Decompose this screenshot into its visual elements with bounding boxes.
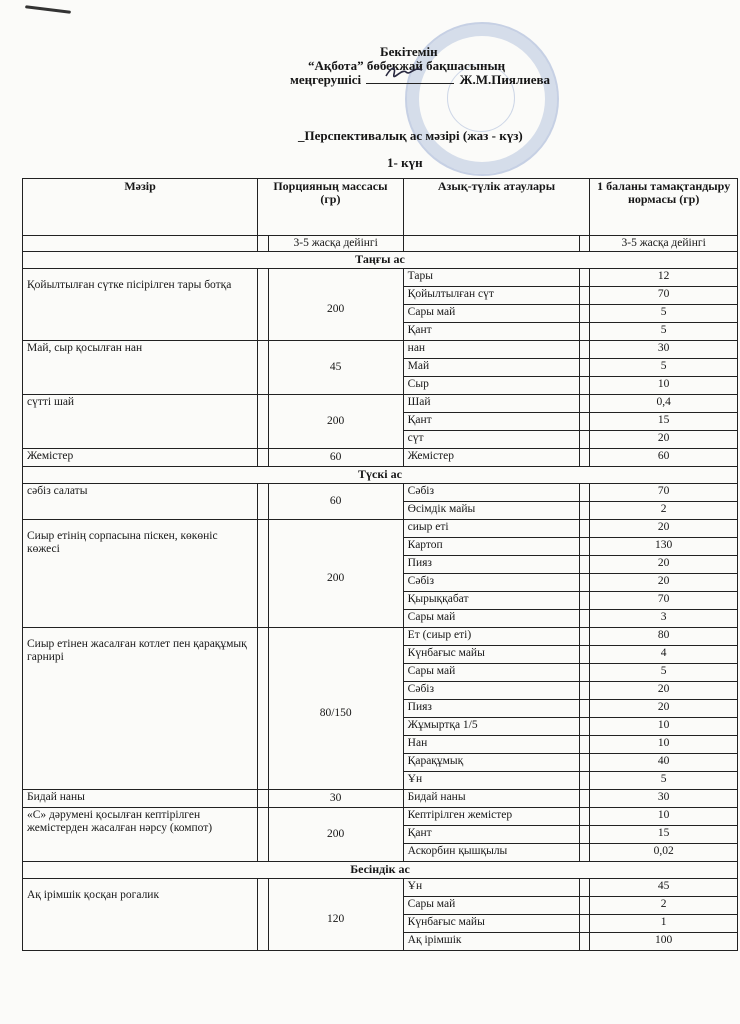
column-spacer [579,897,590,915]
ingredient-name: Қырыққабат [403,592,579,610]
column-spacer [579,538,590,556]
ingredient-name: Қант [403,413,579,431]
ingredient-norm: 130 [590,538,738,556]
dish-name: Май, сыр қосылған нан [23,341,258,395]
column-spacer [258,449,269,467]
dish-name: Қойылтылған сүтке пісірілген тары ботқа [23,269,258,341]
ingredient-name: Сәбіз [403,484,579,502]
ingredient-norm: 70 [590,287,738,305]
ingredient-norm: 45 [590,879,738,897]
column-spacer [579,574,590,592]
age-portion: 3-5 жасқа дейінгі [268,236,403,252]
portion-weight: 80/150 [268,628,403,790]
column-spacer [579,790,590,808]
column-spacer [579,323,590,341]
table-header-row [23,179,738,236]
ingredient-name: Қант [403,323,579,341]
dish-name: Бидай наны [23,790,258,808]
ingredient-norm: 20 [590,431,738,449]
section-row [23,467,738,484]
column-spacer [579,772,590,790]
column-spacer [579,305,590,323]
ingredient-name: Күнбағыс майы [403,915,579,933]
ingredient-norm: 10 [590,736,738,754]
dish-name: Жемістер [23,449,258,467]
dish-name: сүтті шай [23,395,258,449]
signatory-name: Ж.М.Пиялиева [459,72,550,87]
signature [366,72,454,84]
column-spacer [579,395,590,413]
ingredient-norm: 40 [590,754,738,772]
column-spacer [579,287,590,305]
ingredient-name: Жұмыртқа 1/5 [403,718,579,736]
ingredient-norm: 0,4 [590,395,738,413]
ingredient-name: Кептірілген жемістер [403,808,579,826]
table-row [23,484,738,502]
header-products: Азық-түлік атаулары [403,179,590,236]
approved-label: Бекітемін [380,44,438,59]
column-spacer [579,449,590,467]
ingredient-norm: 20 [590,556,738,574]
ingredient-name: Сары май [403,664,579,682]
header-portion: Порцияның массасы (гр) [258,179,404,236]
column-spacer [579,610,590,628]
ingredient-name: Ет (сиыр еті) [403,628,579,646]
ingredient-norm: 2 [590,897,738,915]
ingredient-name: Қант [403,826,579,844]
ingredient-name: Пияз [403,700,579,718]
age-empty [23,236,258,252]
ingredient-norm: 20 [590,520,738,538]
ingredient-name: Сары май [403,305,579,323]
ingredient-norm: 1 [590,915,738,933]
column-spacer [579,844,590,862]
column-spacer [579,826,590,844]
ingredient-name: Пияз [403,556,579,574]
dish-name: сәбіз салаты [23,484,258,520]
ingredient-norm: 30 [590,790,738,808]
table-row [23,449,738,467]
column-spacer [258,341,269,395]
ingredient-norm: 4 [590,646,738,664]
ingredient-name: Аскорбин қышқылы [403,844,579,862]
column-spacer [579,754,590,772]
ingredient-name: Тары [403,269,579,287]
table-row [23,628,738,646]
column-spacer [579,628,590,646]
ingredient-name: Сыр [403,377,579,395]
position-label: меңгерушісі [290,72,362,87]
ingredient-norm: 15 [590,413,738,431]
ingredient-norm: 12 [590,269,738,287]
column-spacer [258,395,269,449]
portion-weight: 200 [268,269,403,341]
portion-weight: 200 [268,395,403,449]
portion-weight: 120 [268,879,403,951]
ingredient-name: Қойылтылған сүт [403,287,579,305]
ingredient-norm: 5 [590,664,738,682]
ingredient-norm: 3 [590,610,738,628]
age-spacer [258,236,269,252]
ingredient-norm: 15 [590,826,738,844]
header-norm: 1 баланы тамақтандыру нормасы (гр) [590,179,738,236]
document-title: _Перспективалық ас мәзірі (жаз - күз) [298,128,523,143]
ingredient-norm: 10 [590,808,738,826]
age-norm: 3-5 жасқа дейінгі [590,236,738,252]
day-label: 1- күн [387,155,423,170]
ingredient-norm: 20 [590,682,738,700]
ingredient-norm: 0,02 [590,844,738,862]
column-spacer [258,808,269,862]
ingredient-name: Бидай наны [403,790,579,808]
ingredient-name: Шай [403,395,579,413]
ingredient-name: Сары май [403,610,579,628]
signature-scribble-icon [384,64,424,80]
column-spacer [258,484,269,520]
portion-weight: 60 [268,484,403,520]
portion-weight: 30 [268,790,403,808]
ingredient-name: Сәбіз [403,682,579,700]
column-spacer [579,502,590,520]
column-spacer [579,359,590,377]
ingredient-name: Нан [403,736,579,754]
column-spacer [258,879,269,951]
menu-table [22,178,738,951]
ingredient-name: Ақ ірімшік [403,933,579,951]
table-row [23,269,738,287]
column-spacer [579,808,590,826]
ingredient-name: Ұн [403,772,579,790]
ingredient-norm: 5 [590,323,738,341]
column-spacer [579,879,590,897]
ingredient-norm: 10 [590,718,738,736]
ingredient-name: сиыр еті [403,520,579,538]
column-spacer [258,628,269,790]
column-spacer [258,790,269,808]
ingredient-name: Сары май [403,897,579,915]
section-title: Таңғы ас [23,252,738,269]
age-group-row [23,236,738,252]
column-spacer [579,377,590,395]
column-spacer [579,682,590,700]
ingredient-name: Сәбіз [403,574,579,592]
table-row [23,520,738,538]
column-spacer [579,718,590,736]
section-title: Түскі ас [23,467,738,484]
portion-weight: 60 [268,449,403,467]
age-products-empty [403,236,579,252]
column-spacer [579,484,590,502]
ingredient-norm: 70 [590,484,738,502]
column-spacer [579,431,590,449]
ingredient-name: нан [403,341,579,359]
section-row [23,252,738,269]
ingredient-name: Картоп [403,538,579,556]
dish-name: Ақ ірімшік қосқан рогалик [23,879,258,951]
ingredient-name: Күнбағыс майы [403,646,579,664]
column-spacer [579,736,590,754]
ingredient-norm: 2 [590,502,738,520]
ingredient-norm: 5 [590,359,738,377]
table-row [23,341,738,359]
ingredient-norm: 20 [590,700,738,718]
table-row [23,879,738,897]
signature-line [290,72,550,88]
table-row [23,808,738,826]
ingredient-norm: 80 [590,628,738,646]
column-spacer [579,915,590,933]
scan-mark [25,5,71,14]
organization-name: “Ақбота” бөбекжай бақшасының [308,58,506,73]
ingredient-norm: 10 [590,377,738,395]
column-spacer [579,646,590,664]
column-spacer [579,269,590,287]
ingredient-name: Май [403,359,579,377]
ingredient-name: Қарақұмық [403,754,579,772]
column-spacer [258,520,269,628]
dish-name: Сиыр етінен жасалған котлет пен қарақұмық гарнирі [23,628,258,790]
ingredient-name: Жемістер [403,449,579,467]
column-spacer [579,700,590,718]
column-spacer [579,664,590,682]
table-row [23,790,738,808]
section-row [23,862,738,879]
column-spacer [579,592,590,610]
portion-weight: 200 [268,520,403,628]
section-title: Бесіндік ас [23,862,738,879]
portion-weight: 200 [268,808,403,862]
column-spacer [579,556,590,574]
ingredient-norm: 20 [590,574,738,592]
dish-name: «С» дәрумені қосылған кептірілген жемістерден жасалған нәрсу (компот) [23,808,258,862]
column-spacer [579,413,590,431]
ingredient-name: Ұн [403,879,579,897]
table-row [23,395,738,413]
ingredient-norm: 30 [590,341,738,359]
column-spacer [258,269,269,341]
ingredient-name: сүт [403,431,579,449]
age-spacer-2 [579,236,590,252]
ingredient-norm: 5 [590,772,738,790]
ingredient-norm: 5 [590,305,738,323]
ingredient-name: Өсімдік майы [403,502,579,520]
column-spacer [579,520,590,538]
ingredient-norm: 100 [590,933,738,951]
ingredient-norm: 60 [590,449,738,467]
portion-weight: 45 [268,341,403,395]
column-spacer [579,341,590,359]
dish-name: Сиыр етінің сорпасына піскен, көкөніс көжесі [23,520,258,628]
header-menu: Мәзір [23,179,258,236]
ingredient-norm: 70 [590,592,738,610]
column-spacer [579,933,590,951]
